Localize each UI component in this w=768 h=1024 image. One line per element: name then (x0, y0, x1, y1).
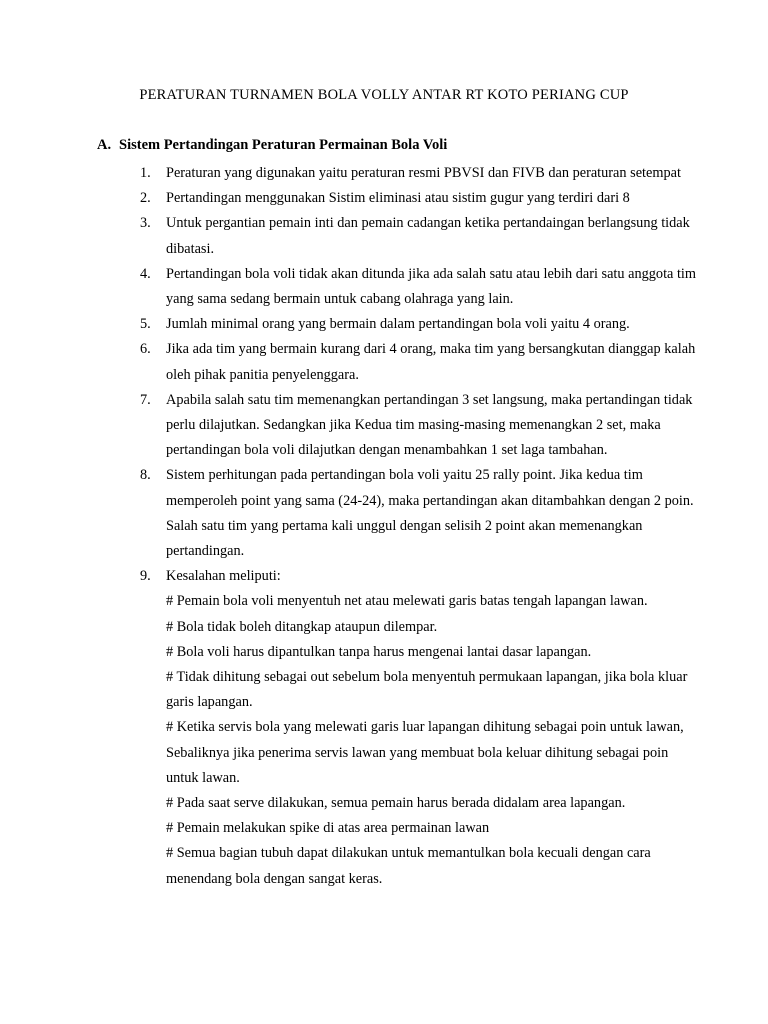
rule-number: 7. (140, 391, 151, 408)
fault-item: # Bola voli harus dipantulkan tanpa harus mengenai lantai dasar lapangan. (166, 643, 592, 660)
rule-number: 5. (140, 316, 151, 333)
rule-number: 9. (140, 568, 151, 585)
section-letter: A. (97, 137, 112, 153)
fault-item: # Tidak dihitung sebagai out sebelum bola menyentuh permukaan lapangan, jika bola kluar garis lapangan. (166, 669, 688, 711)
rule-item-8 (140, 463, 700, 564)
rule-text: Jumlah minimal orang yang bermain dalam pertandingan bola voli yaitu 4 orang. (166, 316, 630, 333)
rule-item-4 (140, 262, 700, 312)
rule-number: 2. (140, 190, 151, 207)
rule-text: Apabila salah satu tim memenangkan pertandingan 3 set langsung, maka pertandingan tidak perlu dilajutkan. Sedangkan jika Kedua tim masing-masing memenangkan 2 set, maka pertandingan bola voli dilajutkan dengan menambahkan 1 set laga tambahan. (166, 391, 693, 459)
rule-item-3 (140, 211, 700, 261)
rule-text: Untuk pergantian pemain inti dan pemain cadangan ketika pertandaingan berlangsung tidak dibatasi. (166, 215, 690, 257)
rule-text: Sistem perhitungan pada pertandingan bola voli yaitu 25 rally point. Jika kedua tim memperoleh point yang sama (24-24), maka pertandingan akan ditambahkan dengan 2 poin. Salah satu tim yang pertama kali unggul dengan selisih 2 point akan memenangkan pertandingan. (166, 467, 694, 560)
section-heading (97, 136, 447, 154)
section-heading-text: Sistem Pertandingan Peraturan Permainan Bola Voli (119, 137, 448, 153)
rule-item-2 (140, 186, 700, 211)
rule-item-6 (140, 337, 700, 387)
document-title: PERATURAN TURNAMEN BOLA VOLLY ANTAR RT KOTO PERIANG CUP (139, 87, 629, 103)
rule-number: 6. (140, 341, 151, 358)
rule-item-5 (140, 312, 700, 337)
rule-text: Pertandingan bola voli tidak akan ditunda jika ada salah satu atau lebih dari satu anggota tim yang sama sedang bermain untuk cabang olahraga yang lain. (166, 265, 697, 308)
rule-number: 4. (140, 265, 151, 282)
fault-item: # Ketika servis bola yang melewati garis luar lapangan dihitung sebagai poin untuk lawan, Sebaliknya jika penerima servis lawan yang membuat bola keluar dihitung sebagai poin untuk lawan. (166, 719, 684, 786)
rule-number: 8. (140, 467, 151, 484)
rule-text: Kesalahan meliputi: (166, 568, 281, 585)
rule-item-7 (140, 388, 700, 464)
fault-item: # Pemain bola voli menyentuh net atau melewati garis batas tengah lapangan lawan. (166, 593, 648, 610)
rule-number: 1. (140, 165, 151, 181)
rule-item-9 (140, 564, 700, 892)
fault-item: # Pada saat serve dilakukan, semua pemain harus berada didalam area lapangan. (166, 795, 626, 812)
fault-item: # Bola tidak boleh ditangkap ataupun dilempar. (166, 618, 438, 635)
fault-item: # Semua bagian tubuh dapat dilakukan untuk memantulkan bola kecuali dengan cara menendang bola dengan sangat keras. (166, 845, 651, 887)
rule-number: 3. (140, 215, 151, 232)
rule-text: Peraturan yang digunakan yaitu peraturan resmi PBVSI dan FIVB dan peraturan setempat (166, 165, 681, 181)
rule-item-1 (140, 161, 700, 186)
rule-text: Jika ada tim yang bermain kurang dari 4 orang, maka tim yang bersangkutan dianggap kalah oleh pihak panitia penyelenggara. (166, 341, 696, 383)
rule-text: Pertandingan menggunakan Sistim eliminasi atau sistim gugur yang terdiri dari 8 (166, 190, 630, 207)
fault-item: # Pemain melakukan spike di atas area permainan lawan (166, 820, 490, 837)
rules-list (140, 161, 700, 892)
